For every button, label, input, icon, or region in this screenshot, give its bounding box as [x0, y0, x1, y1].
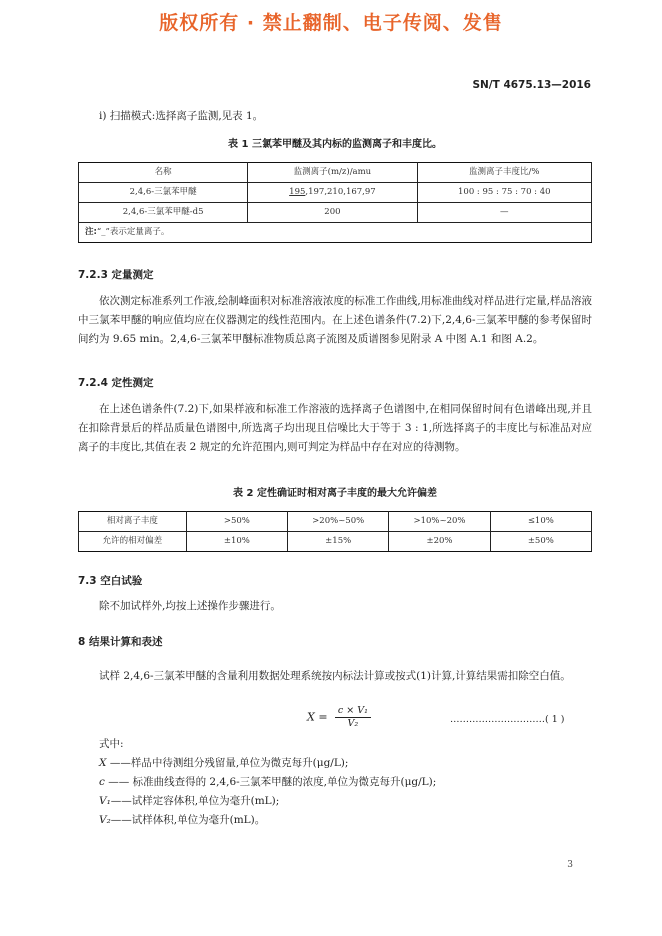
- formula-denominator: V₂: [347, 718, 359, 729]
- formula-numerator: c × V₁: [335, 705, 371, 718]
- definition-text: ——试样体积,单位为毫升(mL)。: [110, 814, 266, 826]
- note-label: 注:: [85, 227, 97, 237]
- table-cell: ≤10%: [490, 512, 591, 532]
- section-8-paragraph: 试样 2,4,6-三氯苯甲醚的含量利用数据处理系统按内标法计算或按式(1)计算,计算结果需扣除空白值。: [99, 670, 571, 682]
- table-row: [79, 203, 592, 223]
- table-note: [79, 223, 592, 243]
- table-cell: [248, 203, 417, 223]
- table-cell: >10%~20%: [389, 512, 490, 532]
- definition-item: [99, 792, 279, 811]
- table-cell: 相对离子丰度: [79, 512, 187, 532]
- definition-item: [99, 811, 265, 830]
- table-cell: ±10%: [186, 532, 287, 552]
- section-7-2-3-paragraph: 依次测定标准系列工作液,绘制峰面积对标准溶液浓度的标准工作曲线,用标准曲线对样品进行定量,样品溶液中三氯苯甲醚的响应值均应在仪器测定的线性范围内。在上述色谱条件(7.2)下,2,4,6-三氯苯甲醚的参考保留时间约为 9.65 min。2,4,6-三氯苯甲醚标准物质总离子流图及质谱图参见附录 A 中图 A.1 和图 A.2。: [78, 295, 593, 345]
- table-row: [79, 512, 592, 532]
- table-row: [79, 183, 592, 203]
- table2: [78, 511, 592, 552]
- definition-text: ——样品中待测组分残留量,单位为微克每升(μg/L);: [106, 757, 349, 769]
- table-cell: >20%~50%: [288, 512, 389, 532]
- quant-ion: 195: [289, 187, 306, 197]
- scan-mode-item: i) 扫描模式:选择离子监测,见表 1。: [99, 110, 264, 122]
- table2-caption: 表 2 定性确证时相对离子丰度的最大允许偏差: [233, 488, 437, 499]
- table-header-cell: 名称: [79, 163, 248, 183]
- page-number: 3: [567, 860, 573, 870]
- definition-item: [99, 754, 348, 773]
- table-cell: ±50%: [490, 532, 591, 552]
- definition-text: ——试样定容体积,单位为毫升(mL);: [110, 795, 280, 807]
- other-ions: 200: [324, 207, 341, 217]
- section-7-3-paragraph: 除不加试样外,均按上述操作步骤进行。: [99, 600, 281, 612]
- formula-reference: …………………………( 1 ): [450, 714, 565, 725]
- section-7-2-3-heading: 7.2.3 定量测定: [78, 269, 154, 281]
- table-row: [79, 532, 592, 552]
- variable-symbol: c: [99, 776, 105, 788]
- table-header-cell: 监测离子(m/z)/amu: [248, 163, 417, 183]
- table-header-cell: 监测离子丰度比/%: [417, 163, 591, 183]
- section-8-heading: 8 结果计算和表述: [78, 636, 163, 648]
- table-cell: 100 : 95 : 75 : 70 : 40: [417, 183, 591, 203]
- variable-symbol: X: [99, 757, 107, 769]
- table-cell: ±15%: [288, 532, 389, 552]
- standard-number: SN/T 4675.13—2016: [472, 79, 591, 91]
- where-label: 式中:: [99, 738, 124, 750]
- variable-symbol: V₂: [99, 814, 111, 826]
- table-cell: >50%: [186, 512, 287, 532]
- table1-caption: 表 1 三氯苯甲醚及其内标的监测离子和丰度比。: [228, 139, 442, 150]
- table-header-row: [79, 163, 592, 183]
- definition-text: —— 标准曲线查得的 2,4,6-三氯苯甲醚的浓度,单位为微克每升(μg/L);: [104, 776, 437, 788]
- table-cell: 2,4,6-三氯苯甲醚-d5: [79, 203, 248, 223]
- definition-item: [99, 773, 436, 792]
- section-7-3-heading: 7.3 空白试验: [78, 575, 143, 587]
- section-7-2-4-paragraph: 在上述色谱条件(7.2)下,如果样液和标准工作溶液的选择离子色谱图中,在相同保留时间有色谱峰出现,并且在扣除背景后的样品质量色谱图中,所选离子均出现且信噪比大于等于 3 : 1,所选择离子的丰度比与标准品对应离子的丰度比,其值在表 2 规定的允许范围内,则可判定为样品中存在对应的待测物。: [78, 403, 592, 453]
- table-note-row: [79, 223, 592, 243]
- table-cell: 2,4,6-三氯苯甲醚: [79, 183, 248, 203]
- table-cell: [248, 183, 417, 203]
- other-ions: ,197,210,167,97: [305, 187, 376, 197]
- table-cell: —: [417, 203, 591, 223]
- note-text: “_”表示定量离子。: [96, 227, 170, 237]
- formula-1: [307, 705, 371, 730]
- formula-lhs: X =: [307, 710, 328, 724]
- table1: [78, 162, 592, 243]
- variable-symbol: V₁: [99, 795, 111, 807]
- table-cell: 允许的相对偏差: [79, 532, 187, 552]
- table-cell: ±20%: [389, 532, 490, 552]
- formula-fraction: [335, 705, 371, 730]
- copyright-banner: 版权所有 · 禁止翻制、电子传阅、发售: [159, 12, 503, 34]
- section-7-2-4-heading: 7.2.4 定性测定: [78, 377, 154, 389]
